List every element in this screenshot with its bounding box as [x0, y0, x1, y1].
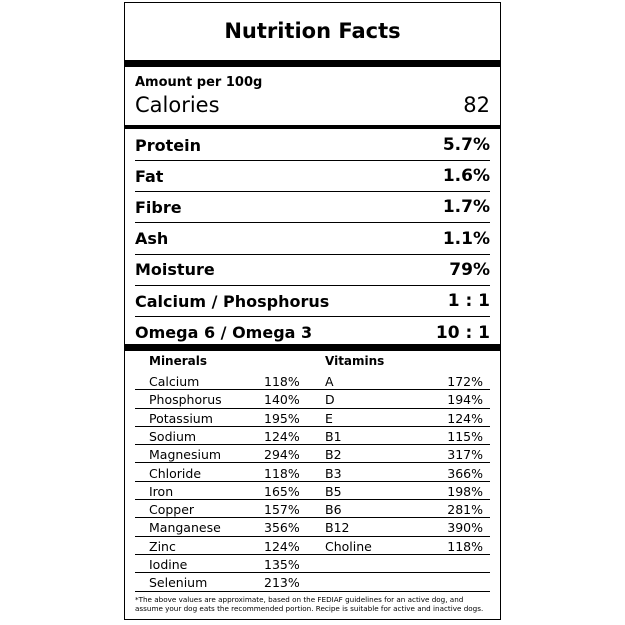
- table-row: [135, 372, 490, 390]
- nutrient-value: 1 : 1: [447, 291, 490, 311]
- mineral-percent: 294%: [264, 447, 300, 463]
- vitamin-percent: 115%: [447, 428, 483, 444]
- footnote: *The above values are approximate, based on the FEDIAF guidelines for an active dog, and assume your dog eats the recommended portion. Recipe is suitable for active and inactive dogs.: [135, 595, 484, 613]
- vitamin-name: D: [325, 392, 335, 408]
- mineral-name: Iodine: [149, 557, 188, 572]
- nutrient-label: Fat: [135, 166, 164, 186]
- vitamin-name: E: [325, 410, 333, 426]
- mineral-percent: 118%: [264, 465, 300, 481]
- mineral-percent: 195%: [264, 410, 300, 426]
- mineral-name: Manganese: [149, 520, 221, 536]
- calories-label: Calories: [135, 93, 220, 117]
- nutrient-row: [135, 286, 490, 317]
- nutrition-facts-panel: [124, 2, 501, 620]
- vitamin-name: B3: [325, 465, 342, 481]
- nutrient-label: Ash: [135, 229, 169, 249]
- nutrient-label: Omega 6 / Omega 3: [135, 323, 313, 343]
- vitamin-percent: 124%: [447, 410, 483, 426]
- vitamin-percent: 281%: [447, 502, 483, 518]
- nutrient-value: 10 : 1: [435, 322, 490, 343]
- mineral-percent: 135%: [264, 557, 300, 572]
- table-row: [135, 445, 490, 463]
- mineral-name: Sodium: [149, 428, 197, 444]
- vitamin-percent: 366%: [447, 465, 483, 481]
- minerals-header: Minerals: [149, 354, 208, 368]
- medium-divider: [125, 125, 500, 129]
- mineral-name: Calcium: [149, 374, 200, 389]
- nutrient-row: [135, 255, 490, 286]
- table-row: [135, 409, 490, 427]
- nutrient-value: 1.1%: [442, 228, 490, 249]
- table-row: [135, 573, 490, 591]
- calories-row: [135, 93, 490, 117]
- mineral-percent: 213%: [264, 575, 300, 591]
- vitamin-percent: 198%: [447, 483, 483, 499]
- vitamin-percent: 390%: [447, 520, 483, 536]
- mineral-name: Copper: [149, 502, 195, 518]
- mineral-percent: 124%: [264, 428, 300, 444]
- nutrient-value: 5.7%: [442, 135, 490, 155]
- nutrient-label: Fibre: [135, 197, 182, 217]
- table-row: [135, 518, 490, 536]
- nutrient-value: 1.7%: [442, 197, 490, 218]
- mineral-percent: 157%: [264, 502, 300, 518]
- mineral-percent: 356%: [264, 520, 300, 536]
- table-row: [135, 537, 490, 555]
- vitamins-header: Vitamins: [325, 354, 385, 368]
- nutrient-row: [135, 130, 490, 161]
- mineral-name: Phosphorus: [149, 392, 222, 408]
- vitamin-name: B1: [325, 428, 342, 444]
- nutrient-value: 1.6%: [442, 166, 490, 187]
- calories-value: 82: [463, 93, 490, 117]
- vitamin-name: Choline: [325, 538, 372, 554]
- table-row: [135, 390, 490, 408]
- nutrient-row: [135, 161, 490, 192]
- vitamin-percent: 118%: [447, 538, 483, 554]
- mineral-name: Magnesium: [149, 447, 222, 463]
- vitamin-name: B12: [325, 520, 350, 536]
- vitamin-percent: 194%: [447, 392, 483, 408]
- panel-title: Nutrition Facts: [224, 19, 401, 43]
- mineral-percent: 124%: [264, 538, 300, 554]
- mineral-percent: 118%: [264, 374, 300, 389]
- vitamin-name: B2: [325, 447, 342, 463]
- table-row: [135, 482, 490, 500]
- table-row: [135, 427, 490, 445]
- mineral-name: Zinc: [149, 538, 176, 554]
- vitamin-percent: 172%: [447, 374, 483, 389]
- nutrient-row: [135, 192, 490, 223]
- mineral-name: Potassium: [149, 410, 213, 426]
- nutrient-label: Moisture: [135, 260, 215, 280]
- mineral-name: Selenium: [149, 575, 208, 591]
- table-row: [135, 464, 490, 482]
- vitamin-percent: 317%: [447, 447, 483, 463]
- nutrient-label: Calcium / Phosphorus: [135, 291, 330, 311]
- vitamin-name: A: [325, 374, 334, 389]
- table-row: [135, 555, 490, 573]
- table-row: [135, 500, 490, 518]
- amount-label: Amount per 100g: [135, 75, 263, 90]
- vitamin-name: B5: [325, 483, 342, 499]
- thick-divider: [125, 60, 500, 67]
- mineral-name: Iron: [149, 483, 174, 499]
- nutrient-value: 79%: [449, 259, 490, 280]
- vitamin-name: B6: [325, 502, 342, 518]
- mineral-name: Chloride: [149, 465, 202, 481]
- mineral-percent: 165%: [264, 483, 300, 499]
- thick-divider: [125, 344, 500, 351]
- nutrient-row: [135, 224, 490, 255]
- nutrient-label: Protein: [135, 135, 201, 155]
- mineral-percent: 140%: [264, 392, 300, 408]
